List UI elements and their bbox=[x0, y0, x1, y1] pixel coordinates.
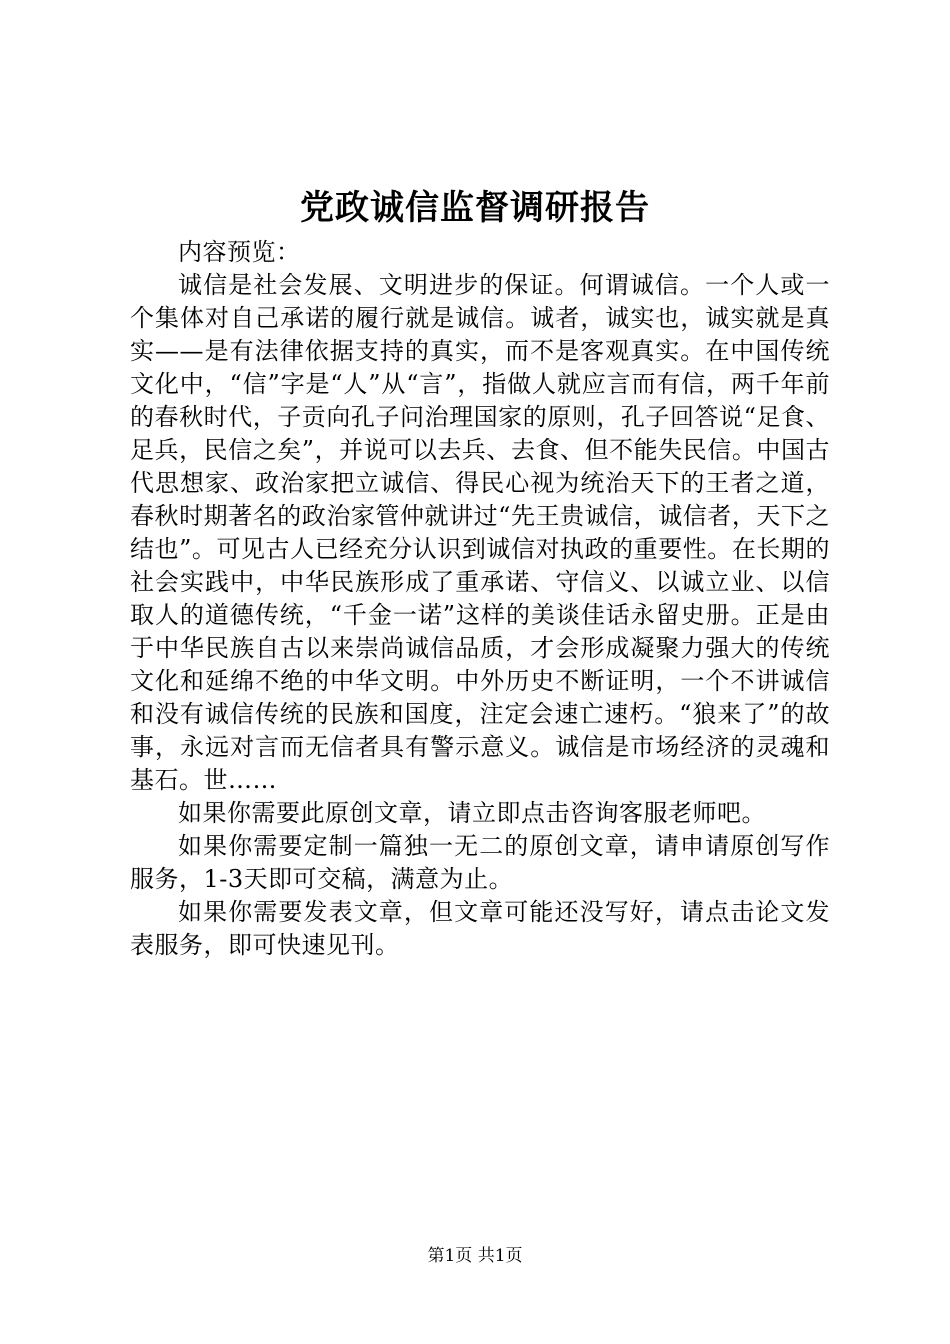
custom-writing-paragraph: 如果你需要定制一篇独一无二的原创文章，请申请原创写作服务，1-3天即可交稿，满意为止。 bbox=[130, 832, 830, 893]
consult-paragraph: 如果你需要此原创文章，请立即点击咨询客服老师吧。 bbox=[178, 799, 766, 827]
document-body bbox=[130, 236, 830, 962]
page-footer: 第1页 共1页 bbox=[427, 1246, 523, 1266]
page-title: 党政诚信监督调研报告 bbox=[300, 188, 650, 228]
publish-paragraph: 如果你需要发表文章，但文章可能还没写好，请点击论文发表服务，即可快速见刊。 bbox=[130, 898, 830, 959]
preview-label: 内容预览： bbox=[178, 238, 301, 266]
preview-paragraph: 诚信是社会发展、文明进步的保证。何谓诚信。一个人或一个集体对自己承诺的履行就是诚信。诚者，诚实也，诚实就是真实——是有法律依据支持的真实，而不是客观真实。在中国传统文化中，“信”字是“人”从“言”，指做人就应言而有信，两千年前的春秋时代，子贡向孔子问治理国家的原则，孔子回答说“足食、足兵，民信之矣”，并说可以去兵、去食、但不能失民信。中国古代思想家、政治家把立诚信、得民心视为统治天下的王者之道，春秋时期著名的政治家管仲就讲过“先王贵诚信，诚信者，天下之结也”。可见古人已经充分认识到诚信对执政的重要性。在长期的社会实践中，中华民族形成了重承诺、守信义、以诚立业、以信取人的道德传统，“千金一诺”这样的美谈佳话永留史册。正是由于中华民族自古以来崇尚诚信品质，才会形成凝聚力强大的传统文化和延绵不绝的中华文明。中外历史不断证明，一个不讲诚信和没有诚信传统的民族和国度，注定会速亡速朽。“狼来了”的故事，永远对言而无信者具有警示意义。诚信是市场经济的灵魂和基石。世…… bbox=[130, 271, 830, 794]
